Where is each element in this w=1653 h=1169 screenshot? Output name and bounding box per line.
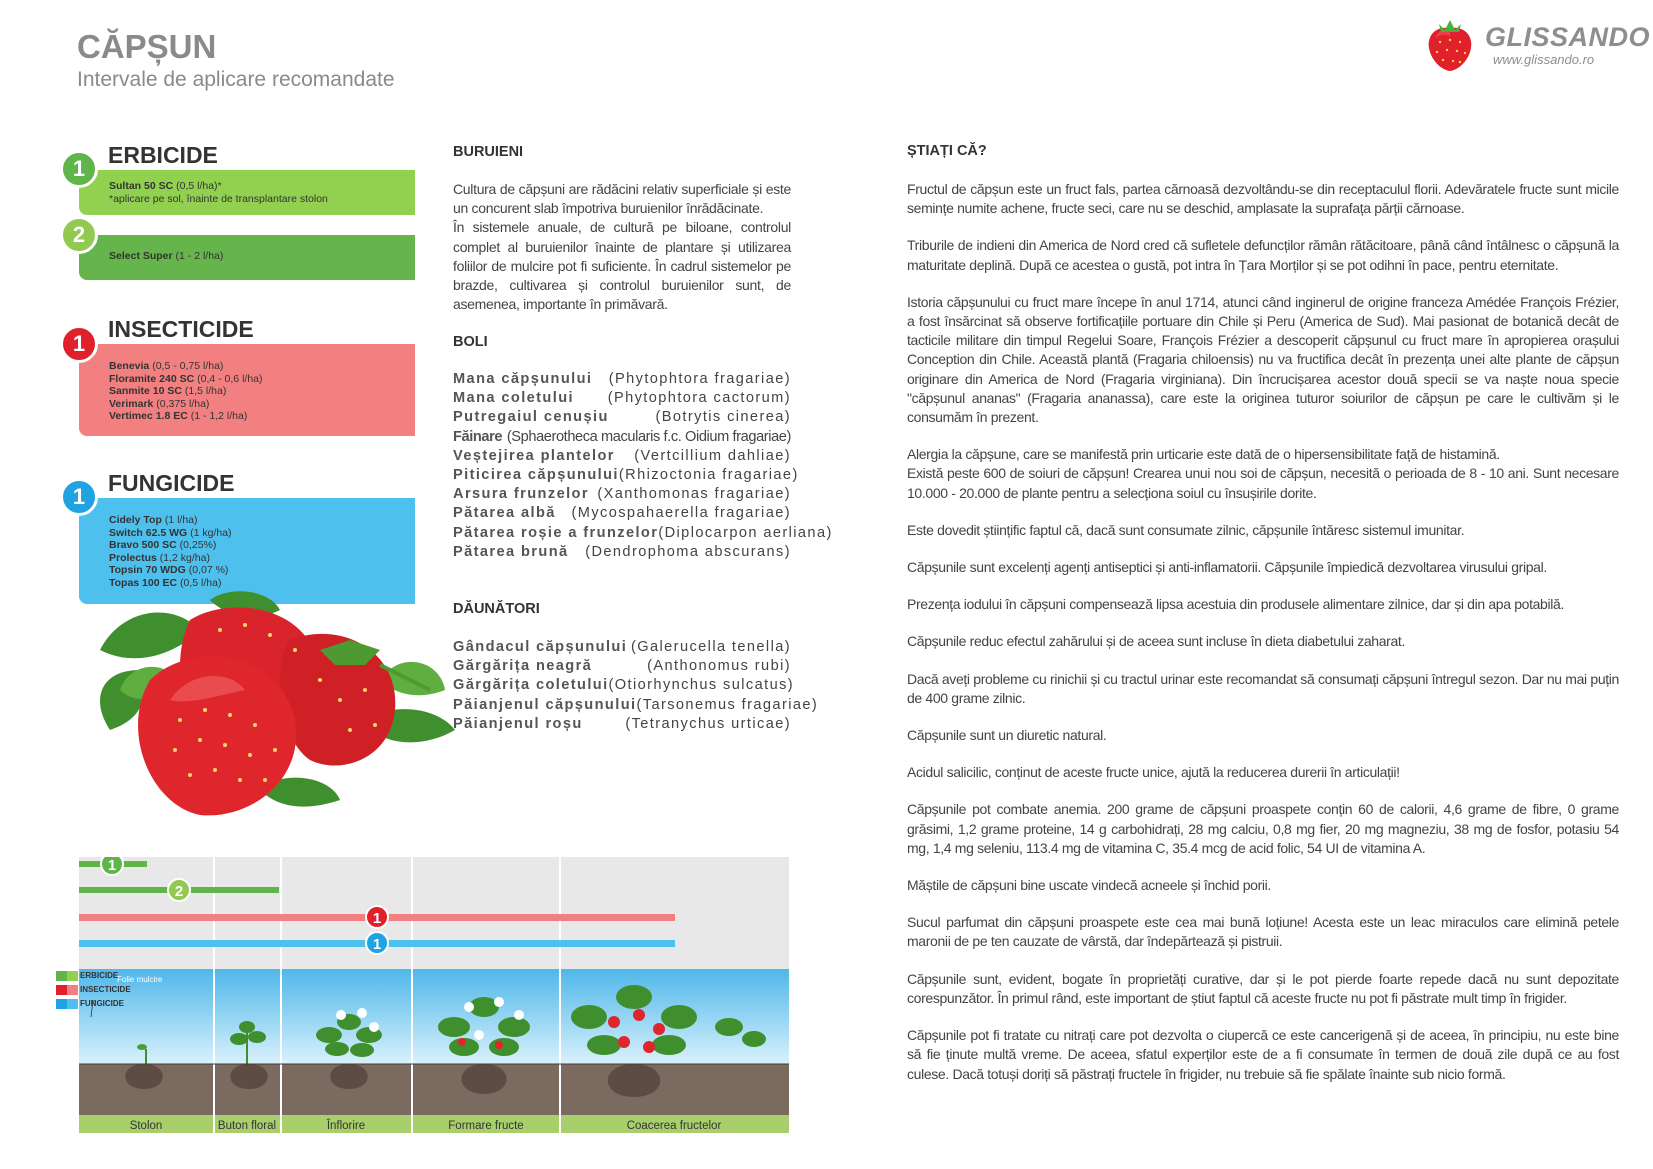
item-detail: (1,5 l/ha) [184, 385, 227, 398]
erbicide-bar-2-label: 2 [174, 883, 184, 900]
daunatori-item [453, 715, 791, 734]
insecticide-bar-label: 1 [372, 910, 382, 927]
daunatori-list [453, 638, 819, 734]
item-detail: (Sphaerotheca macularis f.c. Oidium fragariae) [506, 428, 791, 445]
erbicide-box-1 [79, 170, 415, 215]
stiati-paragraph: Căpșunile reduc efectul zahărului și de aceea sunt incluse în dieta diabetului zaharat. [907, 633, 1405, 650]
item-detail: (Galerucella tenella) [631, 639, 791, 655]
legend-insecticide [56, 983, 131, 997]
item-detail: (1 kg/ha) [190, 526, 232, 539]
timeline-soil [79, 1064, 789, 1115]
item-detail: (1 l/ha) [164, 514, 198, 526]
item-name: Putregaiul cenușiu [453, 409, 609, 426]
item-detail: (Vertcillium dahliae) [634, 447, 791, 464]
item-detail: (Phytophtora cactorum) [607, 390, 791, 407]
erbicide-bar-1-label: 1 [107, 857, 117, 874]
item-detail: (0,5 l/ha) [180, 576, 222, 589]
item-name: Piticirea căpșunului [453, 467, 619, 484]
item-detail: (0,375 l/ha) [156, 397, 210, 410]
item-detail: (Rhizoctonia fragariae) [618, 467, 799, 484]
boli-item [453, 543, 791, 562]
item-detail: (Tarsonemus fragariae) [636, 696, 819, 713]
stage-coacerea-fructelor: Coacerea fructelor [626, 1120, 722, 1132]
item-name: Prolectus [109, 551, 157, 564]
erbicide-box-2 [79, 235, 415, 280]
item-name: Switch 62.5 WG [109, 526, 188, 539]
page-title: CĂPȘUN [77, 28, 217, 65]
boli-item [453, 428, 791, 447]
fungicide-title: FUNGICIDE [108, 470, 235, 496]
item-name: Verimark [109, 397, 154, 410]
fungicide-bar-label: 1 [372, 936, 382, 953]
erbicide-badge-2: 2 [60, 216, 98, 254]
stage-buton-floral: Buton floral [217, 1120, 277, 1132]
daunatori-heading: DĂUNĂTORI [453, 601, 540, 617]
fungicide-box [79, 498, 415, 604]
boli-item [453, 485, 791, 504]
erbicide-note: *aplicare pe sol, înainte de transplantare stolon [109, 192, 328, 205]
logo-name: GLISSANDO [1485, 22, 1651, 52]
item-name: Sanmite 10 SC [109, 385, 182, 398]
fungicide-item [109, 514, 415, 527]
insecticide-item [109, 410, 415, 423]
item-name: Arsura frunzelor [453, 486, 589, 503]
application-timeline [79, 857, 789, 1133]
item-name: Gărgărița coletului [453, 677, 609, 694]
boli-item [453, 408, 791, 427]
item-detail: (Botrytis cinerea) [655, 409, 791, 426]
item-name: Mana coletului [453, 390, 574, 407]
boli-item [453, 389, 791, 408]
daunatori-item [453, 696, 819, 715]
legend-fungicide-label: FUNGICIDE [80, 999, 124, 1008]
stiati-paragraph: Istoria căpșunului cu fruct mare începe în anul 1714, atunci când inginerul de origine franceza Amédée François Frézier, a fost însărcinat să observe fortificațiile portuare din Chile și Peru (America de Sud). Mai pasionat de botanică decât de tacticile militare din timpul Regelui Soare, François Frézier a descoperit căpșunul cu fruct mare în apropierea orașului Conception din Chile. Această plantă (Fragaria chiloensis) nu va fructifica decât în prezența unei alte plante de căpșun originare din America de Nord (Fragaria virginiana). Din încrucișarea acestor două specii se va naște noua specie "căpșunul ananas" (Fragaria ananassa), care este la originea tuturor soiurilor de căpșun pe care le cultivăm și le consumăm în prezent. [907, 293, 1619, 426]
item-detail: (Tetranychus urticae) [625, 715, 791, 732]
boli-item [453, 447, 791, 466]
item-name: Gărgărița neagră [453, 658, 593, 675]
item-name: Veștejirea plantelor [453, 447, 615, 464]
buruieni-text [453, 180, 791, 314]
fungicide-item [109, 552, 415, 565]
insecticide-title: INSECTICIDE [108, 316, 254, 342]
legend-erbicide [56, 969, 131, 983]
insecticide-item [109, 385, 415, 398]
daunatori-item [453, 676, 795, 695]
item-detail: (Mycospahaerella fragariae) [571, 505, 791, 522]
stiati-paragraph: Căpșunile pot combate anemia. 200 grame de căpșuni proaspete conțin 60 de calorii, 4,6 grame de fibre, 0 grame grăsimi, 1,2 grame proteine, 14 g carbohidrați, 28 mg calciu, 0,8 mg fier, 20 mg magneziu, 38 mg de fosfor, potasiu 54 mg, 1,4 mg seleniu, 113.4 mg de vitamina C, 35.4 mcg de acid folic, 54 UI de vitamina A. [907, 801, 1619, 856]
stiati-paragraph: Fructul de căpșun este un fruct fals, partea cărnoasă dezvoltându-se din receptaculul florii. Adevăratele fructe sunt micile semințe numite achene, fructe seci, care nu se deschid, amplasate la suprafața părții cărnoase. [907, 181, 1619, 217]
item-name: Pătarea brună [453, 543, 569, 560]
buruieni-heading: BURUIENI [453, 144, 524, 160]
legend-insecticide-label: INSECTICIDE [80, 985, 131, 994]
fungicide-item [109, 527, 415, 540]
item-detail: (Dendrophoma abscurans) [585, 543, 791, 560]
item-name: Pătarea albă [453, 505, 556, 522]
item-detail: (0,07 %) [188, 564, 229, 577]
item-detail: (Diplocarpon aerliana) [658, 524, 833, 541]
daunatori-item [453, 657, 791, 676]
item-detail: (0,4 - 0,6 l/ha) [197, 372, 263, 385]
item-name: Pătarea roșie a frunzelor [453, 524, 659, 541]
item-name: Topas 100 EC [109, 576, 178, 589]
boli-list [453, 370, 833, 562]
logo-url: www.glissando.ro [1493, 52, 1595, 67]
stiati-paragraph: Măștile de căpșuni bine uscate vindecă acneele și închid porii. [907, 877, 1271, 894]
strawberry-logo-icon [1425, 16, 1475, 72]
stiati-paragraph: Prezența iodului în căpșuni compensează lipsa acestuia din produsele alimentare zilnice, dar și din apa potabilă. [907, 596, 1564, 613]
fungicide-item [109, 577, 415, 590]
stiati-paragraph: Este dovedit științific faptul că, dacă sunt consumate zilnic, căpșunile întăresc sistemul imunitar. [907, 521, 1465, 538]
item-name: Păianjenul căpșunului [453, 696, 637, 713]
stage-inflorire: Înflorire [326, 1120, 366, 1132]
item-name: Gândacul căpșunului [453, 639, 628, 655]
buruieni-p1: Cultura de căpșuni are rădăcini relativ superficiale și este un concurent slab împotriva buruienilor înrădăcinate. [453, 181, 791, 217]
stiati-paragraph: Căpșunile pot fi tratate cu nitrați care pot dezvolta o ciupercă ce este cancerigenă și de aceea, în principiu, nu este bine să fie ținute multă vreme. De aceea, sfatul experților este de a fi consumate în termen de două zile după ce au fost culese. Dacă totuși doriți să păstrați fructele în frigider, nu trebuie să fie spălate înainte sub nicio formă. [907, 1027, 1619, 1082]
daunatori-item [453, 638, 791, 657]
item-detail: (Phytophtora fragariae) [608, 371, 791, 387]
stiati-paragraph: Alergia la căpșune, care se manifestă prin urticarie este dată de o hipersensibilitate față de histamină. Există peste 600 de soiuri de căpșun! Crearea unui nou soi de căpșun, necesită o perioada de 8 - 10 ani. Sunt necesare 10.000 - 20.000 de plante pentru a selecționa soiul cu însușirile dorite. [907, 446, 1619, 501]
item-detail: (0,25%) [179, 539, 217, 552]
item-name: Floramite 240 SC [109, 372, 195, 385]
timeline-legend [56, 969, 131, 1011]
product-dose: (1 - 2 l/ha) [175, 250, 224, 262]
insecticide-item [109, 373, 415, 386]
boli-item [453, 524, 833, 543]
stiati-paragraph: Căpșunile sunt un diuretic natural. [907, 727, 1107, 744]
boli-item [453, 466, 799, 485]
item-name: Făinare [453, 428, 503, 445]
boli-item [453, 504, 791, 523]
insecticide-item [109, 360, 415, 373]
page-subtitle: Intervale de aplicare recomandate [77, 68, 395, 91]
buruieni-p2: În sistemele anuale, de cultură pe biloane, controlul complet al buruienilor înainte de plantare și utilizarea foliilor de mulcire pot fi suficiente. În cadrul sistemelor pe brazde, cultivarea și controlul buruienilor sunt, de asemenea, importante în primăvară. [453, 219, 791, 313]
item-name: Păianjenul roșu [453, 715, 583, 732]
stiati-paragraph: Acidul salicilic, conținut de aceste fructe unice, ajută la reducerea durerii în articulații! [907, 764, 1400, 781]
erbicide-item-1 [109, 180, 415, 193]
item-detail: (1 - 1,2 l/ha) [190, 410, 248, 423]
folie-label: Folie mulcire [117, 975, 163, 984]
legend-fungicide [56, 997, 131, 1011]
boli-heading: BOLI [453, 334, 488, 350]
stiati-paragraph: Triburile de indieni din America de Nord cred că sufletele defuncților rămân rătăcitoare, până când întâlnesc o căpșună la maturitate deplină. După ce acestea o gustă, pot intra în Țara Morților și se pot odihni în pace, pentru eternitate. [907, 237, 1619, 273]
item-detail: (Otiorhynchus sulcatus) [608, 677, 795, 694]
legend-erbicide-label: ERBICIDE [80, 971, 119, 980]
boli-item [453, 370, 791, 389]
product-name: Select Super [109, 250, 173, 262]
item-name: Topsin 70 WDG [109, 564, 186, 577]
stage-stolon: Stolon [129, 1120, 163, 1132]
item-name: Bravo 500 SC [109, 539, 177, 552]
item-name: Cidely Top [109, 514, 162, 526]
erbicide-title: ERBICIDE [108, 142, 218, 168]
item-detail: (0,5 - 0,75 l/ha) [152, 360, 224, 372]
logo [1425, 16, 1651, 76]
erbicide-item-2 [109, 250, 415, 263]
insecticide-box [79, 344, 415, 436]
item-name: Benevia [109, 360, 150, 372]
stiati-text [907, 180, 1619, 1102]
fungicide-item [109, 564, 415, 577]
item-detail: (Anthonomus rubi) [647, 658, 791, 675]
product-dose: (0,5 l/ha)* [176, 180, 222, 192]
fungicide-item [109, 539, 415, 552]
insecticide-item [109, 398, 415, 411]
insecticide-badge: 1 [60, 325, 98, 363]
item-detail: (1,2 kg/ha) [159, 551, 210, 564]
timeline-top-area [79, 857, 789, 969]
stiati-paragraph: Căpșunile sunt, evident, bogate în proprietăți curative, dar și le pot pierde foarte repede dacă nu sunt depozitate corespunzător. În primul rând, este important de știut faptul că aceste fructe nu pot fi păstrate mult timp în frigider. [907, 970, 1619, 1006]
fungicide-badge: 1 [60, 478, 98, 516]
stiati-paragraph: Dacă aveți probleme cu rinichii și cu tractul urinar este recomandat să consumați căpșuni întregul sezon. Dar nu mai puțin de 400 grame zilnic. [907, 670, 1619, 706]
erbicide-badge-1: 1 [60, 150, 98, 188]
stiati-heading: ȘTIAȚI CĂ? [907, 143, 987, 159]
item-name: Vertimec 1.8 EC [109, 410, 188, 423]
product-name: Sultan 50 SC [109, 180, 174, 192]
strawberries-illustration [80, 590, 480, 820]
stage-formare-fructe: Formare fructe [448, 1120, 524, 1132]
item-name: Mana căpșunului [453, 371, 593, 387]
stiati-paragraph: Căpșunile sunt excelenți agenți antiseptici și anti-inflamatorii. Căpșunile împiedică dezvoltarea virusului gripal. [907, 559, 1547, 576]
stiati-paragraph: Sucul parfumat din căpșuni proaspete este cea mai bună loțiune! Acesta este un leac miraculos care elimină petele maronii de pe ten cauzate de vârstă, dar îndepărtează și pistruii. [907, 914, 1619, 950]
item-detail: (Xanthomonas fragariae) [597, 486, 791, 503]
